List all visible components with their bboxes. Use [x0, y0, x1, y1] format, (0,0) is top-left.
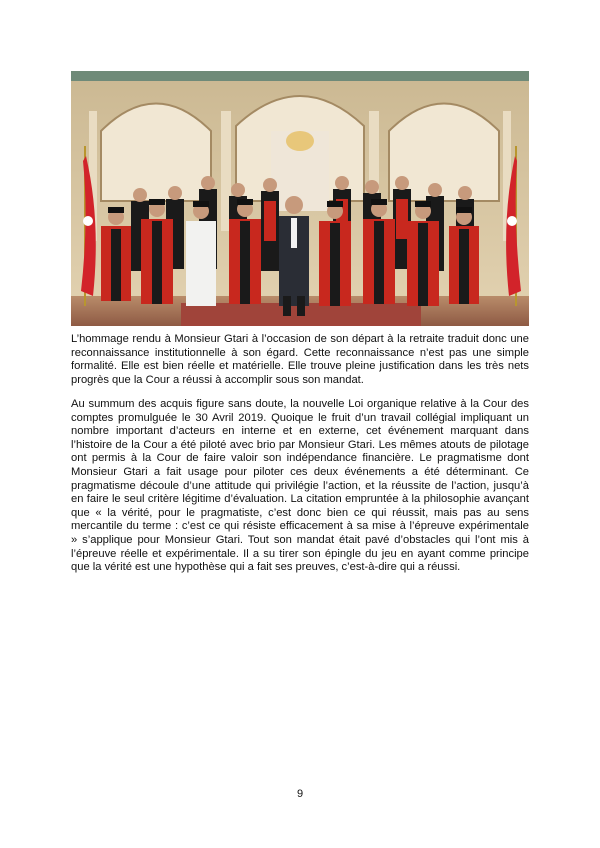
page-number: 9	[296, 788, 304, 800]
group-photo-icon	[71, 71, 529, 326]
paragraph-1: L’hommage rendu à Monsieur Gtari à l’occasion de son départ à la retraite traduit donc une reconnaissance institutionnelle à son égard. Cette reconnaissance n’est pas une simple formalité. Elle est bien réelle et matérielle. Elle trouve pleine justification dans les très nets progrès que la Cour a réussi à accomplir sous son mandat.	[71, 333, 529, 386]
paragraph-2: Au summum des acquis figure sans doute, la nouvelle Loi organique relative à la Cour des comptes promulguée le 30 Avril 2019. Quoique le fruit d’un travail collégial impliquant un nombre important d’acteurs en interne et en externe, cet événement marquant dans l’histoire de la Cour a été piloté avec brio par Monsieur Gtari. Les mêmes atouts de pilotage ont permis à la Cour de faire valoir son indépendance financière. Le pragmatisme dont Monsieur Gtari a fait usage pour piloter ces deux événements a été déterminant. Ce pragmatisme découle d’une attitude qui privilégie l’action, et la réussite de l’action, jusqu’à en faire le seul critère légitime d’évaluation. La citation empruntée à la philosophie avançant que « la vérité, pour le pragmatiste, c’est donc bien ce qui réussit, mais pas au sens mercantile du terme : c’est ce qui résiste efficacement à sa mise à l’épreuve expérimentale » s’applique pour Monsieur Gtari. Tout son mandat était pavé d’obstacles qui l’ont mis à l’épreuve réelle et expérimentale. Il a su tirer son épingle du jeu en ayant comme principe que la vérité est une hypothèse qui a fait ses preuves, c’est-à-dire qui a réussi.	[71, 398, 529, 574]
group-photo	[71, 71, 529, 326]
